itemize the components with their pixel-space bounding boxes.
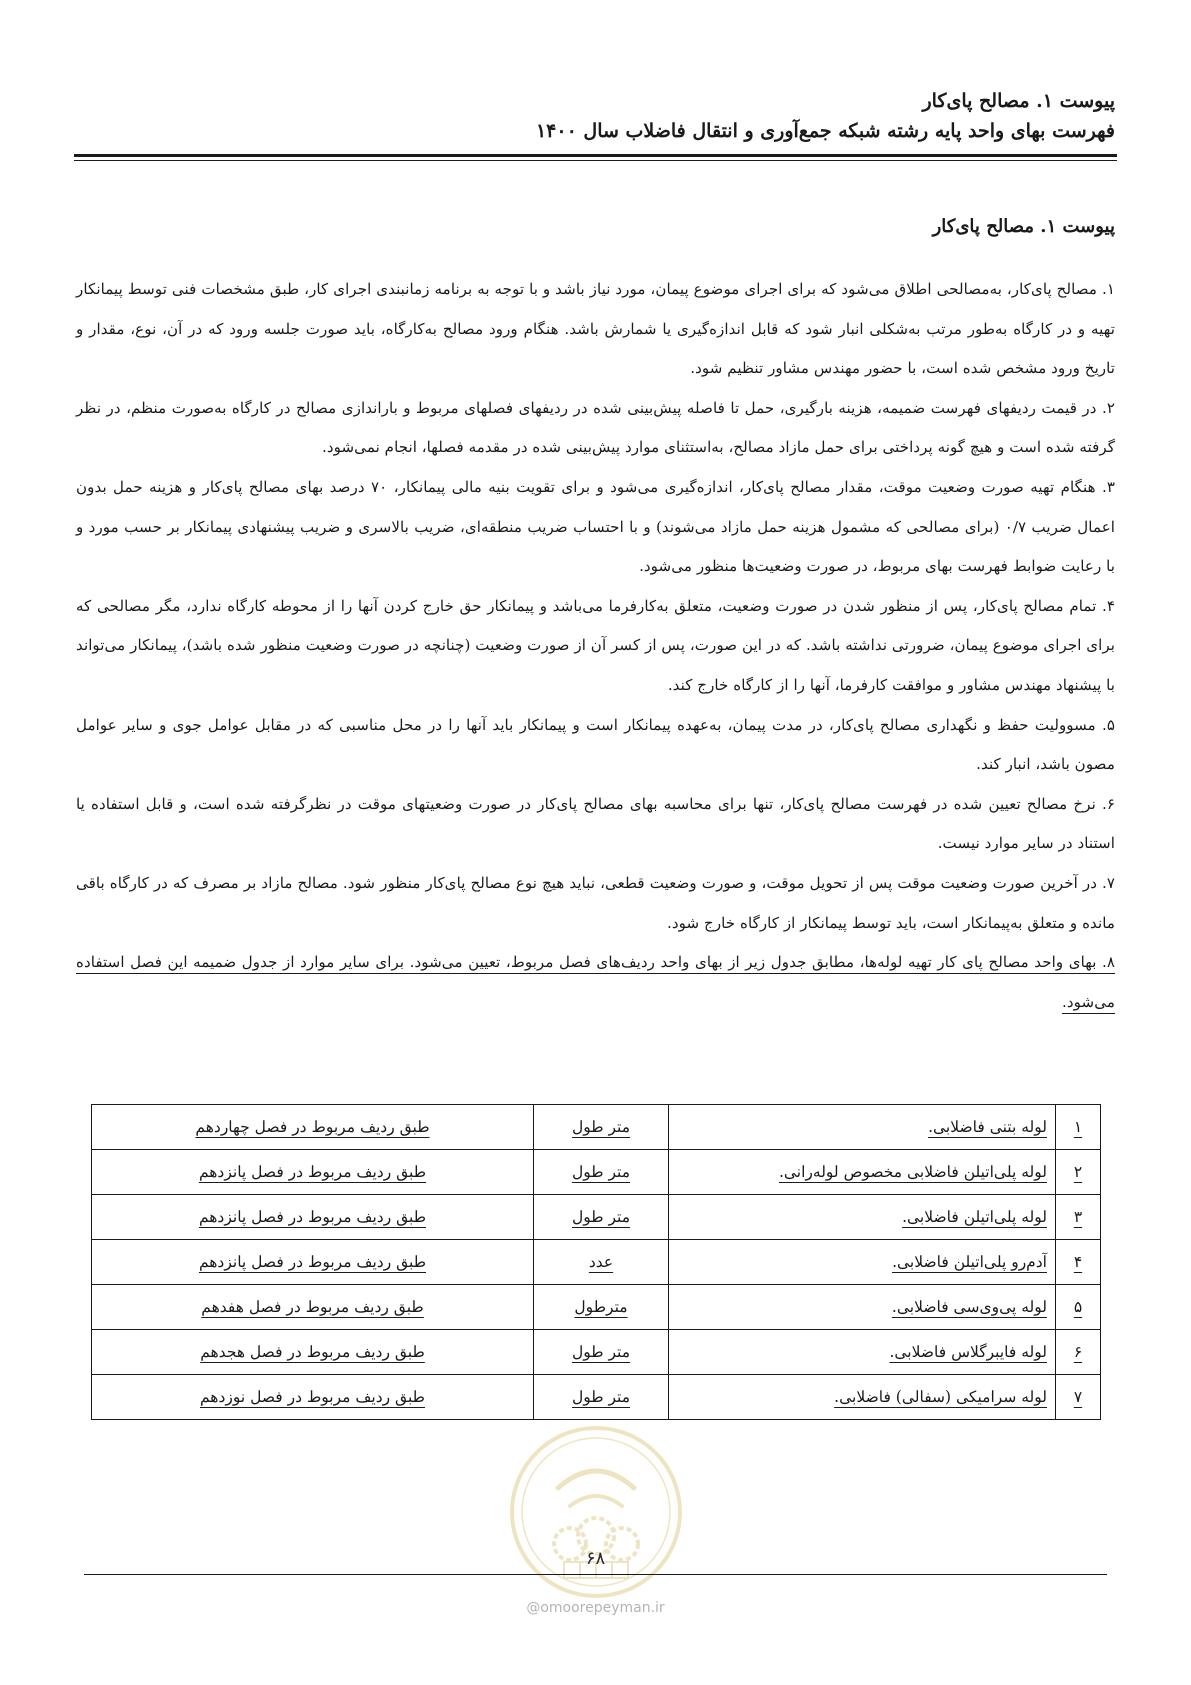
row-unit-cell (534, 1285, 669, 1330)
row-number: ۶ (1073, 1343, 1083, 1361)
pipe-materials-table (91, 1104, 1101, 1420)
row-reference-cell (92, 1375, 534, 1420)
row-unit-cell (534, 1375, 669, 1420)
row-description: لوله پلی‌اتیلن فاضلابی مخصوص لوله‌رانی. (778, 1163, 1047, 1181)
row-number: ۳ (1073, 1208, 1083, 1226)
row-reference: طبق ردیف مربوط در فصل پانزدهم (198, 1253, 427, 1271)
row-number-cell (1056, 1150, 1101, 1195)
section-title: پیوست ۱. مصالح پای‌کار (932, 216, 1115, 237)
row-reference: طبق ردیف مربوط در فصل چهاردهم (195, 1118, 430, 1136)
row-reference: طبق ردیف مربوط در فصل نوزدهم (199, 1388, 425, 1406)
page-header (76, 86, 1115, 146)
table-row (92, 1240, 1101, 1285)
row-reference: طبق ردیف مربوط در فصل هجدهم (200, 1343, 425, 1361)
row-description: لوله پی‌وی‌سی فاضلابی. (891, 1298, 1047, 1316)
header-title: پیوست ۱. مصالح پای‌کار (922, 90, 1115, 112)
header-rule-thick (74, 154, 1117, 157)
row-reference: طبق ردیف مربوط در فصل پانزدهم (198, 1163, 427, 1181)
row-description-cell (669, 1150, 1056, 1195)
row-description: لوله پلی‌اتیلن فاضلابی. (902, 1208, 1047, 1226)
row-number: ۵ (1073, 1298, 1083, 1316)
row-unit: عدد (588, 1253, 614, 1271)
table-row (92, 1330, 1101, 1375)
row-description-cell (669, 1285, 1056, 1330)
row-unit-cell (534, 1330, 669, 1375)
table-row (92, 1195, 1101, 1240)
row-description: لوله فایبرگلاس فاضلابی. (889, 1343, 1047, 1361)
row-description: آدم‌رو پلی‌اتیلن فاضلابی. (892, 1253, 1047, 1271)
row-reference-cell (92, 1195, 534, 1240)
paragraph-8 (76, 943, 1115, 1022)
row-description: لوله سرامیکی (سفالی) فاضلابی. (834, 1388, 1047, 1406)
row-description-cell (669, 1195, 1056, 1240)
table-row (92, 1375, 1101, 1420)
row-number-cell (1056, 1240, 1101, 1285)
row-unit: متر طول (571, 1388, 631, 1406)
header-rule-thin (74, 160, 1117, 161)
paragraph-7: ۷. در آخرین صورت وضعیت موقت پس از تحویل موقت، و صورت وضعیت قطعی، نباید هیچ نوع مصالح پای‌کار منظور شود. مصالح مازاد بر مصرف که در کارگاه باقی مانده و متعلق به‌پیمانکار است، باید توسط پیمانکار از کارگاه خارج شود. (76, 873, 1115, 932)
row-reference-cell (92, 1285, 534, 1330)
row-reference: طبق ردیف مربوط در فصل هفدهم (201, 1298, 424, 1316)
row-reference-cell (92, 1240, 534, 1285)
row-description-cell (669, 1330, 1056, 1375)
row-description-cell (669, 1105, 1056, 1150)
row-reference-cell (92, 1330, 534, 1375)
row-reference-cell (92, 1105, 534, 1150)
row-unit: متر طول (571, 1163, 631, 1181)
row-number-cell (1056, 1105, 1101, 1150)
paragraph-2: ۲. در قیمت ردیفهای فهرست ضمیمه، هزینه بارگیری، حمل تا فاصله پیش‌بینی شده در ردیفهای فصلهای مربوط و باراندازی مصالح در کارگاه به‌صورت منظم، در نظر گرفته شده است و هیچ گونه پرداختی برای حمل مازاد مصالح، به‌استثنای موارد پیش‌بینی شده در مقدمه فصلها، انجام نمی‌شود. (76, 398, 1115, 457)
row-description: لوله بتنی فاضلابی. (928, 1118, 1047, 1136)
row-unit-cell (534, 1195, 669, 1240)
row-unit-cell (534, 1105, 669, 1150)
seal-script-arc (558, 1471, 634, 1488)
paragraph-1: ۱. مصالح پای‌کار، به‌مصالحی اطلاق می‌شود که برای اجرای موضوع پیمان، مورد نیاز باشد و با توجه به برنامه زمانبندی اجرای کار، طبق مشخصات فنی توسط پیمانکار تهیه و در کارگاه به‌طور مرتب به‌شکلی انبار شود که قابل اندازه‌گیری یا شمارش باشد. هنگام ورود مصالح به‌کارگاه، باید صورت جلسه ورود که در آن، نوع، مقدار و تاریخ ورود مشخص شده است، با حضور مهندس مشاور تنظیم شود. (76, 280, 1115, 378)
row-number: ۱ (1073, 1118, 1083, 1136)
site-url: @omoorepeyman.ir (526, 1600, 665, 1616)
row-number-cell (1056, 1375, 1101, 1420)
row-number-cell (1056, 1330, 1101, 1375)
row-unit: متر طول (571, 1118, 631, 1136)
row-reference-cell (92, 1150, 534, 1195)
row-number: ۴ (1073, 1253, 1083, 1271)
paragraph-8-text: ۸. بهای واحد مصالح پای کار تهیه لوله‌ها، مطابق جدول زیر از بهای واحد ردیف‌های فصل مربوط، تعیین می‌شود. برای سایر موارد از جدول ضمیمه این فصل استفاده می‌شود. (76, 953, 1115, 1011)
paragraph-5: ۵. مسوولیت حفظ و نگهداری مصالح پای‌کار، در مدت پیمان، به‌عهده پیمانکار است و پیمانکار باید آنها را در محل مناسبی که در مقابل عوامل جوی و سایر عوامل مصون باشد، انبار کند. (76, 715, 1115, 774)
table-row (92, 1285, 1101, 1330)
paragraph-4: ۴. تمام مصالح پای‌کار، پس از منظور شدن در صورت وضعیت، متعلق به‌کارفرما می‌باشد و پیمانکار حق خارج کردن آنها را از محوطه کارگاه ندارد، مگر مصالحی که برای اجرای موضوع پیمان، ضرورتی نداشته باشد. که در این صورت، پس از کسر آن از صورت وضعیت (چنانچه در صورت وضعیت منظور شده باشد)، پیمانکار می‌تواند با پیشنهاد مهندس مشاور و موافقت کارفرما، آنها را از کارگاه خارج کند. (76, 596, 1115, 694)
header-subtitle: فهرست بهای واحد پایه رشته شبکه جمع‌آوری و انتقال فاضلاب سال ۱۴۰۰ (535, 120, 1115, 142)
footer-rule (84, 1574, 1107, 1575)
row-description-cell (669, 1375, 1056, 1420)
row-number-cell (1056, 1285, 1101, 1330)
row-number: ۲ (1073, 1163, 1083, 1181)
row-reference: طبق ردیف مربوط در فصل پانزدهم (198, 1208, 427, 1226)
page-number: ۶۸ (585, 1548, 606, 1569)
row-unit: متر طول (571, 1343, 631, 1361)
row-unit: مترطول (574, 1298, 628, 1316)
paragraph-3: ۳. هنگام تهیه صورت وضعیت موقت، مقدار مصالح پای‌کار، اندازه‌گیری می‌شود و برای تقویت بنیه مالی پیمانکار، ۷۰ درصد بهای مصالح پای‌کار و هزینه حمل بدون اعمال ضریب ۰/۷ (برای مصالحی که مشمول هزینه حمل مازاد می‌شوند) و با احتساب ضریب منطقه‌ای، ضریب بالاسری و ضریب پیشنهادی پیمانکار بر حسب مورد و با رعایت ضوابط فهرست بهای مربوط، در صورت وضعیت‌ها منظور می‌شود. (76, 477, 1116, 576)
row-number: ۷ (1073, 1388, 1083, 1406)
row-unit-cell (534, 1150, 669, 1195)
table-row (92, 1150, 1101, 1195)
paragraph-6: ۶. نرخ مصالح تعیین شده در فهرست مصالح پای‌کار، تنها برای محاسبه بهای مصالح پای‌کار در صورت وضعیتهای موقت در نظرگرفته شده است، و قابل استفاده یا استناد در سایر موارد نیست. (76, 794, 1115, 853)
seal-script-arc-2 (570, 1496, 622, 1506)
table-row (92, 1105, 1101, 1150)
row-description-cell (669, 1240, 1056, 1285)
row-unit-cell (534, 1240, 669, 1285)
row-unit: متر طول (571, 1208, 631, 1226)
body-text (76, 270, 1115, 1022)
row-number-cell (1056, 1195, 1101, 1240)
